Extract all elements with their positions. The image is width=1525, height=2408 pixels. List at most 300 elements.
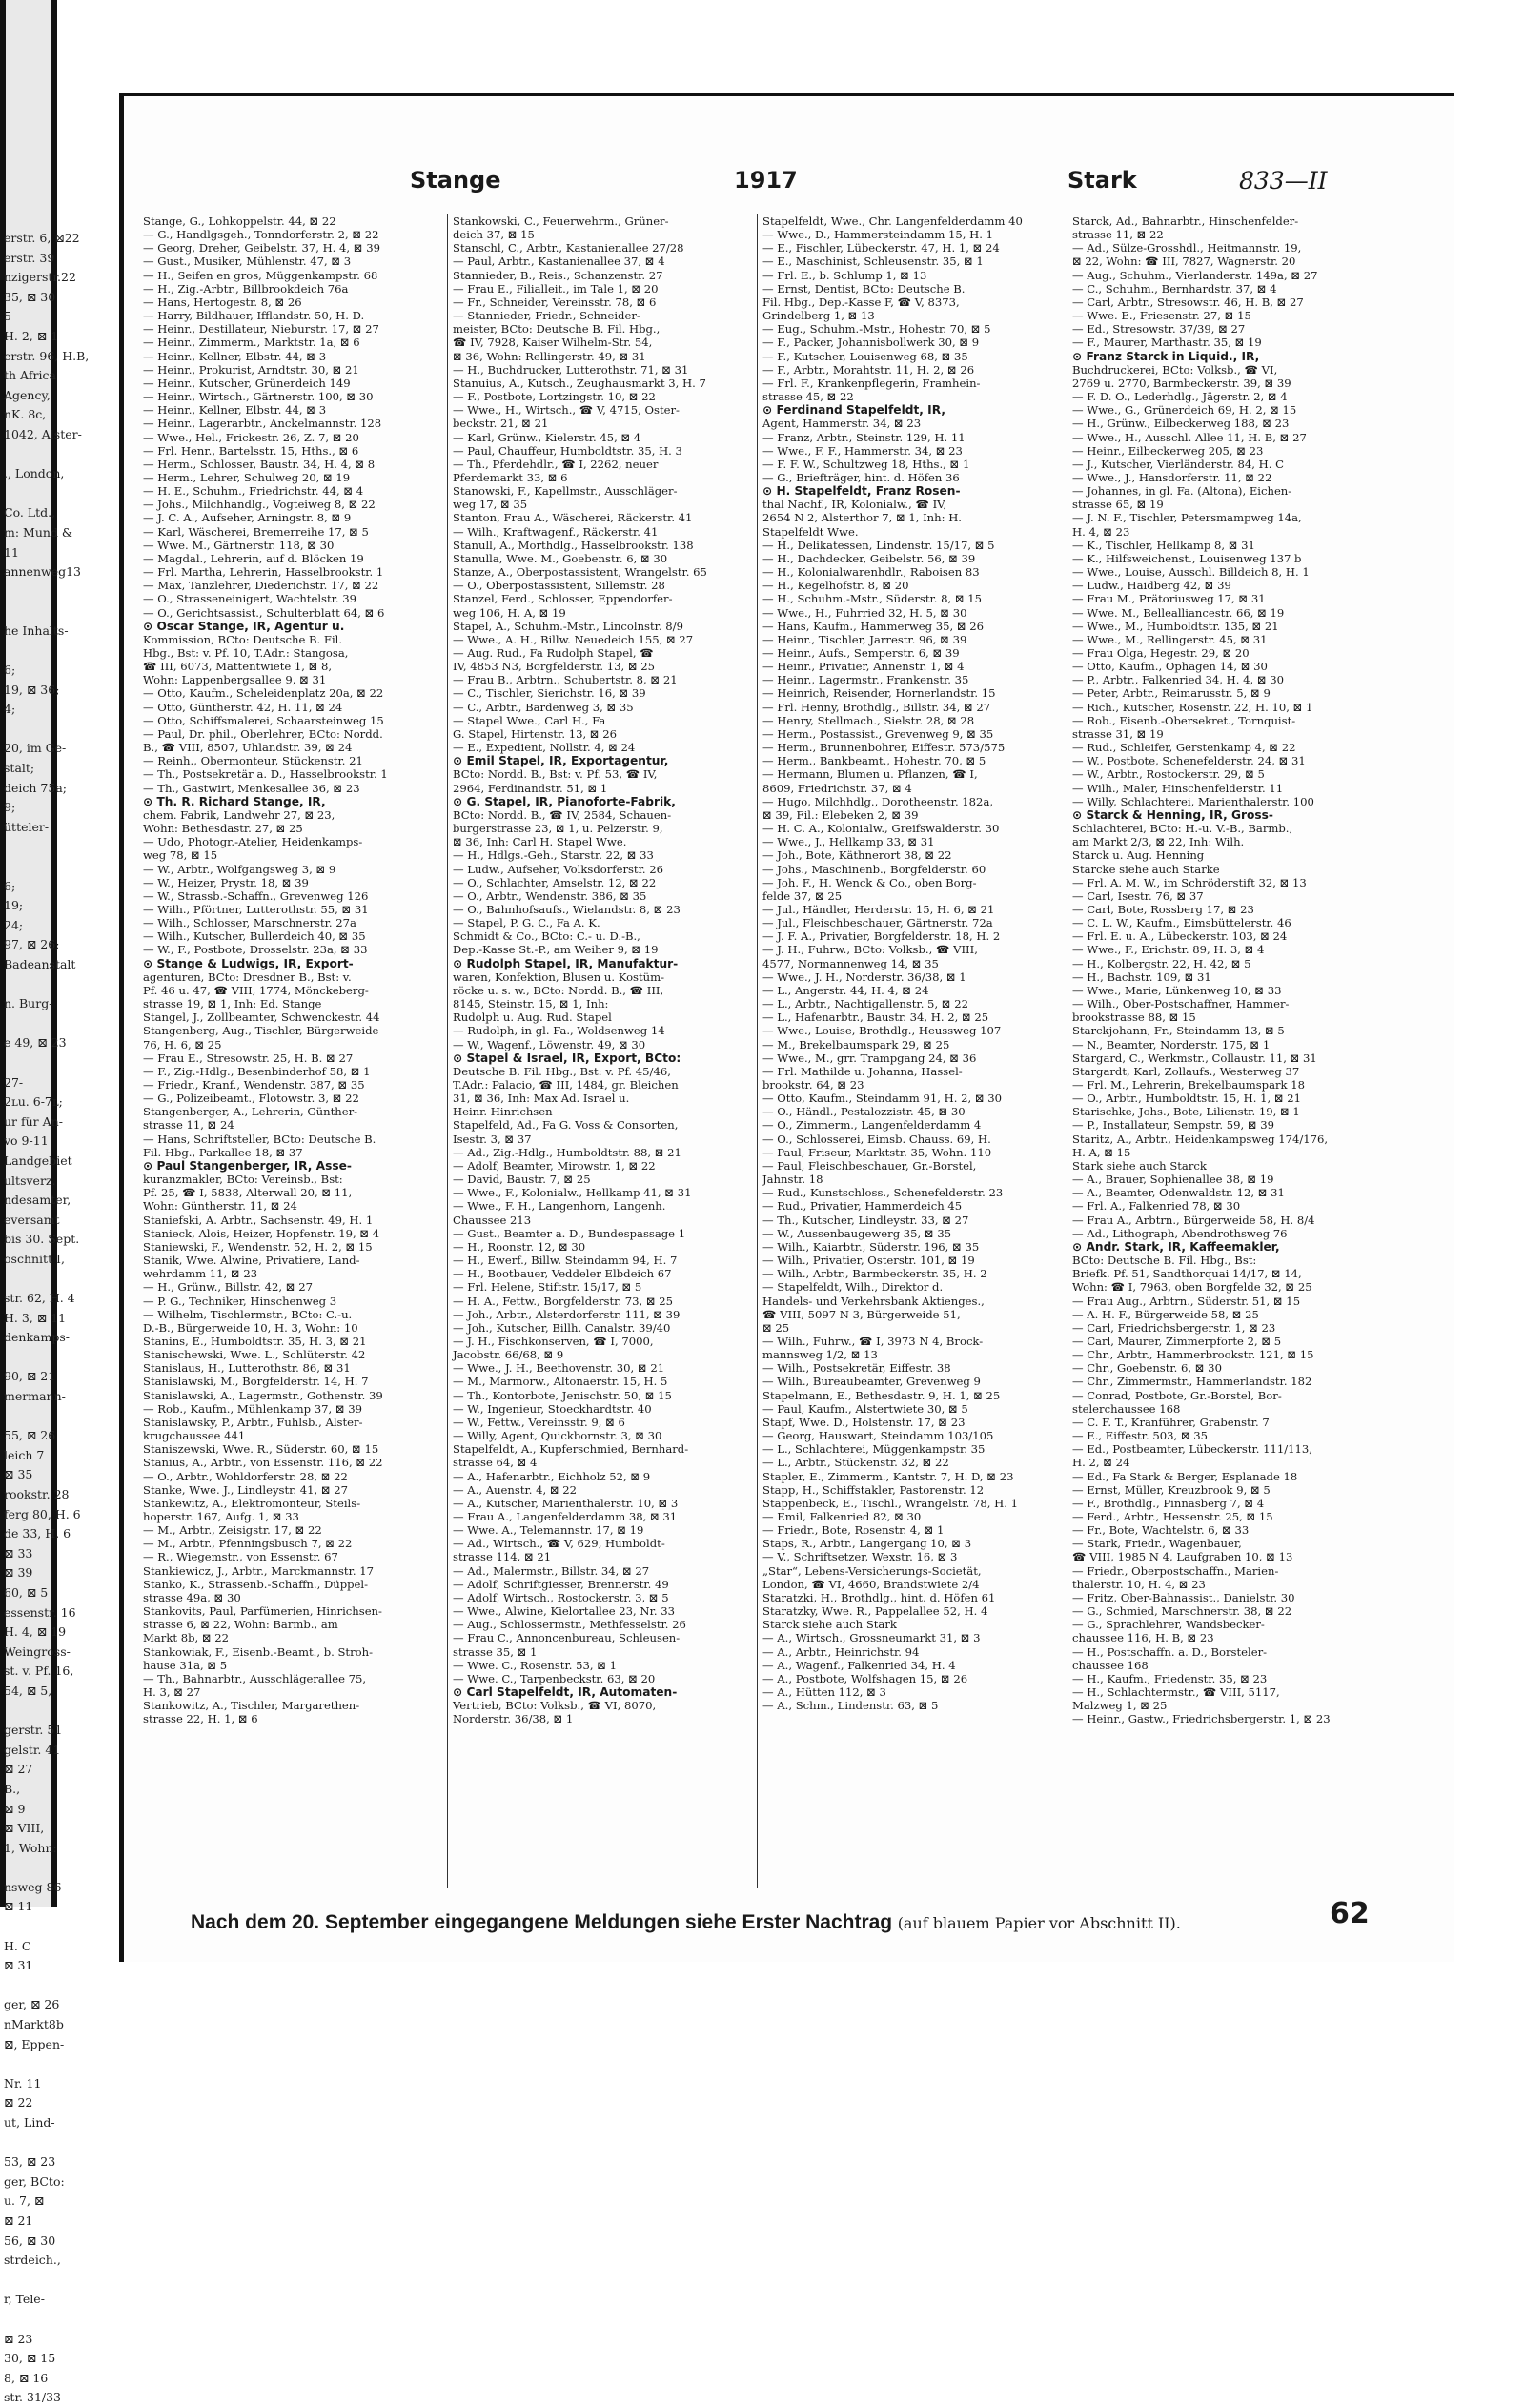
directory-entry: Stanzel, Ferd., Schlosser, Eppendorfer- xyxy=(453,592,673,606)
directory-entry: chaussee 116, H. B, ⊠ 23 xyxy=(1072,1631,1214,1645)
directory-entry: Isestr. 3, ⊠ 37 xyxy=(453,1132,532,1146)
directory-entry: — W., Aussenbaugewerg 35, ⊠ 35 xyxy=(762,1226,952,1240)
facing-page-line: 53, ⊠ 23 xyxy=(4,2154,56,2170)
facing-page-line: u. 7, ⊠ xyxy=(4,2194,45,2209)
directory-entry: Starck, Ad., Bahnarbtr., Hinschenfelder- xyxy=(1072,214,1299,228)
directory-entry: — A., Kutscher, Marienthalerstr. 10, ⊠ 3 xyxy=(453,1496,679,1510)
directory-entry: röcke u. s. w., BCto: Nordd. B., ☎ III, xyxy=(453,983,664,997)
facing-page-line: 8, ⊠ 16 xyxy=(4,2370,49,2385)
footer-bold-text: 20. September eingegangene Meldungen siehe Erster Nachtrag xyxy=(291,1911,893,1933)
directory-entry: — J. H., Fischkonserven, ☎ I, 7000, xyxy=(453,1334,654,1348)
directory-entry: H. 4, ⊠ 23 xyxy=(1072,524,1130,539)
directory-entry: mannsweg 1/2, ⊠ 13 xyxy=(762,1348,878,1362)
directory-entry: — A., Hafenarbtr., Eichholz 52, ⊠ 9 xyxy=(453,1469,651,1483)
directory-entry: — Ludw., Aufseher, Volksdorferstr. 26 xyxy=(453,862,663,876)
facing-page-line: essenstr. 16 xyxy=(4,1604,76,1620)
directory-entry: strasse 35, ⊠ 1 xyxy=(453,1644,538,1659)
facing-page-line: ⊠ 9 xyxy=(4,1801,26,1816)
directory-entry: — Wilh., Pförtner, Lutterothstr. 55, ⊠ 31 xyxy=(143,902,369,916)
facing-page-line: denkamps- xyxy=(4,1330,70,1345)
header-last-name: Stark xyxy=(1068,167,1137,194)
directory-entry: Stanulla, Wwe. M., Goebenstr. 6, ⊠ 30 xyxy=(453,551,668,565)
directory-entry: — E., Expedient, Nollstr. 4, ⊠ 24 xyxy=(453,741,636,755)
directory-entry: — Rob., Kaufm., Mühlenkamp 37, ⊠ 39 xyxy=(143,1401,363,1416)
directory-entry: — Heinr., Eilbeckerweg 205, ⊠ 23 xyxy=(1072,443,1264,458)
directory-entry: — K., Hilfsweichenst., Louisenweg 137 b xyxy=(1072,551,1302,565)
directory-entry: — Udo, Photogr.-Atelier, Heidenkamps- xyxy=(143,835,363,849)
directory-entry: Markt 8b, ⊠ 22 xyxy=(143,1631,230,1645)
directory-entry: — Adolf, Wirtsch., Rostockerstr. 3, ⊠ 5 xyxy=(453,1590,669,1604)
directory-entry: — Frl. A., Falkenried 78, ⊠ 30 xyxy=(1072,1199,1241,1214)
directory-entry: — Paul, Friseur, Marktstr. 35, Wohn. 110 xyxy=(762,1145,992,1159)
directory-entry: — Otto, Kaufm., Steindamm 91, H. 2, ⊠ 30 xyxy=(762,1092,1002,1106)
directory-entry: — Wilh., Kaiarbtr., Süderstr. 196, ⊠ 35 xyxy=(762,1239,980,1254)
facing-page-line: annenweg13 xyxy=(4,564,82,580)
directory-entry: ⊙ Rudolph Stapel, IR, Manufaktur- xyxy=(453,956,679,970)
directory-entry: — Herm., Brunnenbohrer, Eiffestr. 573/575 xyxy=(762,741,1006,755)
directory-entry: — Frau A., Arbtrn., Bürgerweide 58, H. 8/4 xyxy=(1072,1213,1315,1227)
directory-entry: — A., Beamter, Odenwaldstr. 12, ⊠ 31 xyxy=(1072,1186,1285,1200)
directory-entry: — Paul, Fleischbeschauer, Gr.-Borstel, xyxy=(762,1158,977,1173)
directory-entry: — Karl, Grünw., Kielerstr. 45, ⊠ 4 xyxy=(453,430,641,444)
directory-entry: — Wwe., Louise, Ausschl. Billdeich 8, H. 1 xyxy=(1072,565,1310,580)
directory-entry: — W., Postbote, Schenefelderstr. 24, ⊠ 31 xyxy=(1072,754,1306,768)
directory-column-3 xyxy=(762,214,1066,1888)
directory-entry: — Reinh., Obermonteur, Stückenstr. 21 xyxy=(143,754,363,768)
directory-entry: — Frl. F., Krankenpflegerin, Framhein- xyxy=(762,376,981,390)
directory-entry: — Friedr., Bote, Rosenstr. 4, ⊠ 1 xyxy=(762,1523,945,1538)
directory-entry: — F., Maurer, Marthastr. 35, ⊠ 19 xyxy=(1072,336,1262,350)
directory-entry: Stanke, Wwe. J., Lindleystr. 41, ⊠ 27 xyxy=(143,1482,349,1497)
directory-entry: — H., Schuhm.-Mstr., Süderstr. 8, ⊠ 15 xyxy=(762,592,983,606)
facing-page-line: ndesamter, xyxy=(4,1193,71,1208)
directory-entry: — O., Bahnhofsaufs., Wielandstr. 8, ⊠ 23 xyxy=(453,902,681,916)
directory-entry: — Wwe., D., Hammersteindamm 15, H. 1 xyxy=(762,228,994,242)
directory-entry: — Ed., Fa Stark & Berger, Esplanade 18 xyxy=(1072,1469,1298,1483)
facing-page-line: 56, ⊠ 30 xyxy=(4,2233,56,2248)
directory-entry: — Friedr., Kranf., Wendenstr. 387, ⊠ 35 xyxy=(143,1078,365,1092)
directory-entry: ⊠ 25 xyxy=(762,1320,790,1335)
directory-entry: — Conrad, Postbote, Gr.-Borstel, Bor- xyxy=(1072,1388,1282,1402)
directory-entry: — G., Schmied, Marschnerstr. 38, ⊠ 22 xyxy=(1072,1604,1292,1619)
directory-entry: — Heinr., Lagermstr., Frankenstr. 35 xyxy=(762,673,969,687)
directory-entry: Stapelfeldt Wwe. xyxy=(762,524,859,539)
facing-page-line: oschnitt I, xyxy=(4,1251,65,1266)
directory-entry: — Rudolph, in gl. Fa., Woldsenweg 14 xyxy=(453,1024,665,1038)
facing-page-line: H. 4, ⊠ 19 xyxy=(4,1624,67,1640)
directory-entry: Stapelfeld, Ad., Fa G. Voss & Consorten, xyxy=(453,1118,679,1133)
directory-entry: — Frau E., Filialleit., im Tale 1, ⊠ 20 xyxy=(453,281,659,296)
directory-entry: Stanieck, Alois, Heizer, Hopfenstr. 19, ⊠ 4 xyxy=(143,1226,380,1240)
directory-entry: Vertrieb, BCto: Volksb., ☎ VI, 8070, xyxy=(453,1699,657,1713)
directory-entry: — Otto, Schiffsmalerei, Schaarsteinweg 15 xyxy=(143,713,384,727)
directory-entry: — M., Brekelbaumspark 29, ⊠ 25 xyxy=(762,1037,950,1051)
directory-entry: strasse 49a, ⊠ 30 xyxy=(143,1590,241,1604)
facing-page-line: B., xyxy=(4,1781,21,1796)
directory-entry: — Th., Kontorbote, Jenischstr. 50, ⊠ 15 xyxy=(453,1388,672,1402)
facing-page-line: ur für An- xyxy=(4,1113,63,1129)
directory-entry: Pferdemarkt 33, ⊠ 6 xyxy=(453,470,568,484)
facing-page-line: he Inhalts- xyxy=(4,622,69,638)
directory-entry: — W., Arbtr., Rostockerstr. 29, ⊠ 5 xyxy=(1072,767,1265,782)
facing-page-line: 9; xyxy=(4,800,16,815)
directory-entry: — Th., Bahnarbtr., Ausschlägerallee 75, xyxy=(143,1671,367,1685)
directory-entry: — O., Zimmerm., Langenfelderdamm 4 xyxy=(762,1118,982,1133)
directory-entry: — Herm., Bankbeamt., Hohestr. 70, ⊠ 5 xyxy=(762,754,986,768)
facing-page-line: ütteler- xyxy=(4,819,50,834)
facing-page-line: de 33, H. 6 xyxy=(4,1526,71,1541)
directory-entry: — O., Schlachter, Amselstr. 12, ⊠ 22 xyxy=(453,875,657,889)
directory-entry: Schlachterei, BCto: H.-u. V.-B., Barmb., xyxy=(1072,822,1293,836)
directory-entry: — Chr., Zimmermstr., Hammerlandstr. 182 xyxy=(1072,1375,1312,1389)
directory-entry: ⊠ 36, Wohn: Rellingerstr. 49, ⊠ 31 xyxy=(453,349,646,363)
directory-entry: beckstr. 21, ⊠ 21 xyxy=(453,417,549,431)
directory-entry: — Wilh., Schlosser, Marschnerstr. 27a xyxy=(143,916,356,930)
facing-page-line: 5 xyxy=(4,309,11,324)
facing-page-line: 27- xyxy=(4,1074,24,1090)
directory-entry: — Hans, Hertogestr. 8, ⊠ 26 xyxy=(143,295,302,309)
directory-entry: — Ferd., Arbtr., Hessenstr. 25, ⊠ 15 xyxy=(1072,1510,1273,1523)
directory-entry: — Rud., Kunstschloss., Schenefelderstr. 23 xyxy=(762,1186,1004,1200)
directory-entry: — Wilh., Postsekretär, Eiffestr. 38 xyxy=(762,1361,951,1376)
directory-entry: — M., Arbtr., Pfenningsbusch 7, ⊠ 22 xyxy=(143,1537,353,1551)
directory-entry: — G., Polizeibeamt., Flotowstr. 3, ⊠ 22 xyxy=(143,1092,359,1106)
directory-entry: — F., Packer, Johannisbollwerk 30, ⊠ 9 xyxy=(762,336,980,350)
directory-entry: Malzweg 1, ⊠ 25 xyxy=(1072,1699,1168,1713)
directory-entry: Grindelberg 1, ⊠ 13 xyxy=(762,309,875,323)
directory-entry: — Karl, Wäscherei, Bremerreihe 17, ⊠ 5 xyxy=(143,524,369,539)
directory-entry: Stanull, A., Morthdlg., Hasselbrookstr. 138 xyxy=(453,538,694,552)
directory-entry: — Frau Olga, Hegestr. 29, ⊠ 20 xyxy=(1072,646,1250,660)
directory-entry: — O., Händl., Pestalozzistr. 45, ⊠ 30 xyxy=(762,1105,966,1119)
directory-entry: — A., Postbote, Wolfshagen 15, ⊠ 26 xyxy=(762,1671,968,1685)
directory-entry: Hbg., Bst: v. Pf. 10, T.Adr.: Stangosa, xyxy=(143,646,349,660)
directory-entry: Stankovits, Paul, Parfümerien, Hinrichsen- xyxy=(143,1604,382,1619)
facing-page-line: ⊠ 33 xyxy=(4,1545,33,1561)
directory-entry: hause 31a, ⊠ 5 xyxy=(143,1658,228,1672)
directory-entry: — H., Zig.-Arbtr., Billbrookdeich 76a xyxy=(143,281,349,296)
directory-entry: — Heinr., Kutscher, Grünerdeich 149 xyxy=(143,376,351,390)
header-first-name: Stange xyxy=(410,167,501,194)
directory-entry: Stanislawski, M., Borgfelderstr. 14, H. 7 xyxy=(143,1375,369,1389)
directory-entry: — Frl. Mathilde u. Johanna, Hassel- xyxy=(762,1064,963,1078)
directory-entry: ⊠ 22, Wohn: ☎ III, 7827, Wagnerstr. 20 xyxy=(1072,255,1296,269)
directory-entry: — Herm., Schlosser, Baustr. 34, H. 4, ⊠ 8 xyxy=(143,457,376,471)
facing-page-line: bis 30. Sept. xyxy=(4,1232,80,1247)
directory-entry: — W., Ingenieur, Stoeckhardtstr. 40 xyxy=(453,1401,652,1416)
directory-entry: — R., Wiegemstr., von Essenstr. 67 xyxy=(143,1550,338,1564)
directory-entry: H. 3, ⊠ 27 xyxy=(143,1685,201,1700)
directory-entry: — H., Kolonialwarenhdlr., Raboisen 83 xyxy=(762,565,980,580)
directory-entry: — Aug., Schlossermstr., Methfesselstr. 26 xyxy=(453,1618,686,1632)
directory-entry: — Rich., Kutscher, Rosenstr. 22, H. 10, ⊠ 1 xyxy=(1072,700,1313,714)
directory-entry: Stanko, K., Strassenb.-Schaffn., Düppel- xyxy=(143,1577,369,1591)
directory-entry: — L., Hafenarbtr., Baustr. 34, H. 2, ⊠ 25 xyxy=(762,1010,989,1025)
directory-entry: — Ed., Stresowstr. 37/39, ⊠ 27 xyxy=(1072,322,1246,337)
directory-entry: — J. C. A., Aufseher, Arningstr. 8, ⊠ 9 xyxy=(143,511,352,525)
directory-entry: Stanowski, F., Kapellmstr., Ausschläger- xyxy=(453,484,678,499)
directory-entry: — C., Arbtr., Bardenweg 3, ⊠ 35 xyxy=(453,700,634,714)
directory-entry: — C., Tischler, Sierichstr. 16, ⊠ 39 xyxy=(453,686,646,701)
directory-entry: — L., Arbtr., Nachtigallenstr. 5, ⊠ 22 xyxy=(762,997,968,1011)
directory-entry: — O., Strasseneinigert, Wachtelstr. 39 xyxy=(143,592,357,606)
directory-entry: — Ernst, Dentist, BCto: Deutsche B. xyxy=(762,281,966,296)
page-header xyxy=(410,167,1363,201)
directory-entry: ⊙ Paul Stangenberger, IR, Asse- xyxy=(143,1158,352,1173)
facing-page-line: 24; xyxy=(4,917,24,932)
directory-entry: — A., Wagenf., Falkenried 34, H. 4 xyxy=(762,1658,956,1672)
directory-entry: — Paul, Chauffeur, Humboldtstr. 35, H. 3 xyxy=(453,443,682,458)
directory-entry: — Magdal., Lehrerin, auf d. Blöcken 19 xyxy=(143,551,364,565)
directory-entry: ☎ VIII, 5097 N 3, Bürgerweide 51, xyxy=(762,1307,961,1321)
directory-entry: BCto: Nordd. B., ☎ IV, 2584, Schauen- xyxy=(453,807,672,822)
directory-entry: — Ad., Wirtsch., ☎ V, 629, Humboldt- xyxy=(453,1537,665,1551)
directory-entry: — V., Schriftsetzer, Wexstr. 16, ⊠ 3 xyxy=(762,1550,958,1564)
directory-entry: — F., Zig.-Hdlg., Besenbinderhof 58, ⊠ 1 xyxy=(143,1064,371,1078)
directory-entry: — Wwe. M., Bellealliancestr. 66, ⊠ 19 xyxy=(1072,605,1285,620)
directory-entry: — W., Heizer, Prystr. 18, ⊠ 39 xyxy=(143,875,309,889)
facing-page-line: 19; xyxy=(4,898,24,913)
directory-entry: — H., Postschaffn. a. D., Borsteler- xyxy=(1072,1644,1268,1659)
facing-page-line: vo 9-11 xyxy=(4,1133,49,1149)
facing-page-line: Agency, xyxy=(4,387,51,402)
directory-entry: — Fritz, Ober-Bahnassist., Danielstr. 30 xyxy=(1072,1590,1295,1604)
directory-entry: Stapelfeldt, A., Kupferschmied, Bernhard- xyxy=(453,1442,689,1457)
directory-entry: Starck siehe auch Stark xyxy=(762,1618,897,1632)
directory-entry: — Wwe. A., Telemannstr. 17, ⊠ 19 xyxy=(453,1523,644,1538)
directory-entry: chem. Fabrik, Landwehr 27, ⊠ 23, xyxy=(143,807,336,822)
directory-entry: — Willy, Agent, Quickbornstr. 3, ⊠ 30 xyxy=(453,1429,662,1443)
facing-page-line: 19, ⊠ 36; xyxy=(4,682,60,697)
directory-column-4 xyxy=(1072,214,1331,1888)
directory-entry: Staniewski, F., Wendenstr. 52, H. 2, ⊠ 15 xyxy=(143,1239,373,1254)
directory-entry: strasse 65, ⊠ 19 xyxy=(1072,498,1164,512)
directory-entry: — H. C. A., Kolonialw., Greifswalderstr. 30 xyxy=(762,822,1000,836)
facing-page-line: Nr. 11 xyxy=(4,2075,42,2091)
directory-entry: weg 17, ⊠ 35 xyxy=(453,498,528,512)
facing-page-line: eversamt xyxy=(4,1212,60,1227)
directory-entry: — Ad., Lithograph, Abendrothsweg 76 xyxy=(1072,1226,1288,1240)
directory-entry: IV, 4853 N3, Borgfelderstr. 13, ⊠ 25 xyxy=(453,660,656,674)
directory-entry: Stankowski, C., Feuerwehrm., Grüner- xyxy=(453,214,669,228)
directory-entry: — Heinr., Lagerarbtr., Anckelmannstr. 128 xyxy=(143,417,382,431)
directory-entry: Staniefski, A. Arbtr., Sachsenstr. 49, H. 1 xyxy=(143,1213,374,1227)
directory-entry: Stanuius, A., Kutsch., Zeughausmarkt 3, H. 7 xyxy=(453,376,706,390)
directory-entry: „Star“, Lebens-Versicherungs-Societät, xyxy=(762,1563,982,1578)
directory-entry: Kommission, BCto: Deutsche B. Fil. xyxy=(143,632,343,646)
directory-entry: — Herm., Postassist., Grevenweg 9, ⊠ 35 xyxy=(762,726,994,741)
directory-entry: — Aug., Schuhm., Vierlanderstr. 149a, ⊠ 27 xyxy=(1072,268,1318,282)
directory-entry: Briefk. Pf. 51, Sandthorquai 14/17, ⊠ 14, xyxy=(1072,1267,1302,1281)
directory-entry: Jacobstr. 66/68, ⊠ 9 xyxy=(453,1348,564,1362)
directory-entry: — Frl. E., b. Schlump 1, ⊠ 13 xyxy=(762,268,927,282)
directory-entry: — Wwe., Louise, Brothdlg., Heussweg 107 xyxy=(762,1024,1002,1038)
directory-entry: Staniszewski, Wwe. R., Süderstr. 60, ⊠ 15 xyxy=(143,1442,379,1457)
directory-entry: — H. A., Fettw., Borgfelderstr. 73, ⊠ 25 xyxy=(453,1294,674,1308)
directory-entry: — Wwe., F. F., Hammerstr. 34, ⊠ 23 xyxy=(762,443,963,458)
directory-entry: — Rud., Privatier, Hammerdeich 45 xyxy=(762,1199,963,1214)
directory-entry: Starck u. Aug. Henning xyxy=(1072,848,1205,863)
directory-entry: stelerchaussee 168 xyxy=(1072,1401,1181,1416)
directory-entry: ⊙ Stapel & Israel, IR, Export, BCto: xyxy=(453,1051,681,1065)
directory-entry: BCto: Deutsche B. Fil. Hbg., Bst: xyxy=(1072,1254,1257,1268)
directory-column-2 xyxy=(453,214,756,1888)
facing-page-line: 6; xyxy=(4,878,16,893)
directory-entry: — Heinr., Destillateur, Nieburstr. 17, ⊠ 27 xyxy=(143,322,379,337)
directory-entry: — Carl, Isestr. 76, ⊠ 37 xyxy=(1072,888,1204,903)
directory-entry: Stankiewicz, J., Arbtr., Marckmannstr. 17 xyxy=(143,1563,374,1578)
facing-page-line: ⊠ 35 xyxy=(4,1467,33,1482)
facing-page-line xyxy=(4,1269,78,1289)
facing-page-line: 35, ⊠ 30 xyxy=(4,289,56,304)
directory-entry: — Wwe., H., Fuhrried 32, H. 5, ⊠ 30 xyxy=(762,605,967,620)
directory-entry: — Heinr., Tischler, Jarrestr. 96, ⊠ 39 xyxy=(762,632,967,646)
directory-entry: — Ad., Zig.-Hdlg., Humboldtstr. 88, ⊠ 21 xyxy=(453,1145,681,1159)
directory-entry: strasse 31, ⊠ 19 xyxy=(1072,726,1164,741)
facing-page-line xyxy=(4,582,78,602)
directory-entry: Stannieder, B., Reis., Schanzenstr. 27 xyxy=(453,268,663,282)
directory-entry: — Chr., Arbtr., Hammerbrookstr. 121, ⊠ 15 xyxy=(1072,1348,1314,1362)
directory-entry: strasse 6, ⊠ 22, Wohn: Barmb., am xyxy=(143,1618,338,1632)
facing-page-line: stalt; xyxy=(4,761,35,776)
directory-entry: weg 106, H. A, ⊠ 19 xyxy=(453,605,566,620)
directory-entry: Wohn: Bethesdastr. 27, ⊠ 25 xyxy=(143,822,303,836)
directory-entry: — Ed., Postbeamter, Lübeckerstr. 111/113, xyxy=(1072,1442,1312,1457)
directory-entry: — Th., Gastwirt, Menkesallee 36, ⊠ 23 xyxy=(143,781,360,795)
directory-entry: — C., Schuhm., Bernhardstr. 37, ⊠ 4 xyxy=(1072,281,1277,296)
directory-entry: — Harry, Bildhauer, Ifflandstr. 50, H. D. xyxy=(143,309,365,323)
directory-entry: — Frau B., Arbtrn., Schubertstr. 8, ⊠ 21 xyxy=(453,673,678,687)
directory-entry: — J. F. A., Privatier, Borgfelderstr. 18, H. 2 xyxy=(762,929,1001,944)
facing-page-line: ⊠, Eppen- xyxy=(4,2036,65,2051)
directory-entry: — Rob., Eisenb.-Obersekret., Tornquist- xyxy=(1072,713,1296,727)
directory-entry: Stanislaus, H., Lutterothstr. 86, ⊠ 31 xyxy=(143,1361,351,1376)
directory-entry: Stangenberg, Aug., Tischler, Bürgerweide xyxy=(143,1024,379,1038)
directory-entry: G. Stapel, Hirtenstr. 13, ⊠ 26 xyxy=(453,726,617,741)
directory-entry: H. 2, ⊠ 24 xyxy=(1072,1456,1130,1470)
directory-entry: — Stapel Wwe., Carl H., Fa xyxy=(453,713,606,727)
directory-entry: — Otto, Kaufm., Ophagen 14, ⊠ 30 xyxy=(1072,660,1268,674)
directory-entry: thalerstr. 10, H. 4, ⊠ 23 xyxy=(1072,1577,1206,1591)
directory-entry: — Franz, Arbtr., Steinstr. 129, H. 11 xyxy=(762,430,966,444)
directory-entry: — H., Kaufm., Friedenstr. 35, ⊠ 23 xyxy=(1072,1671,1268,1685)
facing-page-line: leich 7 xyxy=(4,1447,45,1462)
directory-entry: — H., Bachstr. 109, ⊠ 31 xyxy=(1072,969,1211,984)
directory-entry: — Heinrich, Reisender, Hornerlandstr. 15 xyxy=(762,686,996,701)
directory-entry: — Ludw., Haidberg 42, ⊠ 39 xyxy=(1072,579,1231,593)
directory-entry: — E., Fischler, Lübeckerstr. 47, H. 1, ⊠ 24 xyxy=(762,241,1000,255)
facing-page-line: 4; xyxy=(4,702,16,717)
directory-entry: — J., Kutscher, Vierländerstr. 84, H. C xyxy=(1072,457,1284,471)
directory-entry: — W., F., Postbote, Drosselstr. 23a, ⊠ 33 xyxy=(143,943,368,957)
directory-entry: Pf. 25, ☎ I, 5838, Alterwall 20, ⊠ 11, xyxy=(143,1186,353,1200)
facing-page-line: str. 62, H. 4 xyxy=(4,1291,75,1306)
directory-entry: — Heinr., Zimmerm., Marktstr. 1a, ⊠ 6 xyxy=(143,336,360,350)
directory-entry: Stankowitz, A., Tischler, Margarethen- xyxy=(143,1699,360,1713)
directory-entry: — Joh., Kutscher, Billh. Canalstr. 39/40 xyxy=(453,1320,671,1335)
directory-entry: — Heinr., Gastw., Friedrichsbergerstr. 1, ⊠ 23 xyxy=(1072,1712,1331,1726)
directory-entry: — Joh., Bote, Käthnerort 38, ⊠ 22 xyxy=(762,848,952,863)
directory-entry: — W., Fettw., Vereinsstr. 9, ⊠ 6 xyxy=(453,1415,625,1429)
facing-page-line: 30, ⊠ 15 xyxy=(4,2351,56,2366)
facing-page-line: strdeich., xyxy=(4,2253,61,2268)
directory-entry: Fil. Hbg., Parkallee 18, ⊠ 37 xyxy=(143,1145,303,1159)
directory-entry: brookstrasse 88, ⊠ 15 xyxy=(1072,1010,1196,1025)
facing-page-line xyxy=(4,1917,78,1937)
directory-entry: Starischke, Johs., Bote, Lilienstr. 19, ⊠ 1 xyxy=(1072,1105,1300,1119)
directory-entry: — A., Hütten 112, ⊠ 3 xyxy=(762,1685,886,1700)
facing-page-line: 60, ⊠ 5 xyxy=(4,1584,49,1600)
directory-entry: 2964, Ferdinandstr. 51, ⊠ 1 xyxy=(453,781,608,795)
directory-entry: — Wilh., Ober-Postschaffner, Hammer- xyxy=(1072,997,1290,1011)
directory-entry: — F., Brothdlg., Pinnasberg 7, ⊠ 4 xyxy=(1072,1496,1265,1510)
directory-entry: — Wwe., Marie, Lünkenweg 10, ⊠ 33 xyxy=(1072,983,1282,997)
directory-entry: — Paul, Arbtr., Kastanienallee 37, ⊠ 4 xyxy=(453,255,665,269)
directory-entry: — O., Arbtr., Wendenstr. 386, ⊠ 35 xyxy=(453,888,647,903)
directory-entry: BCto: Nordd. B., Bst: v. Pf. 53, ☎ IV, xyxy=(453,767,658,782)
directory-entry: — Wwe., J. H., Norderstr. 36/38, ⊠ 1 xyxy=(762,969,966,984)
directory-entry: — Peter, Arbtr., Reimarusstr. 5, ⊠ 9 xyxy=(1072,686,1271,701)
facing-page-line: gerstr. 51 xyxy=(4,1723,63,1738)
directory-entry: — G., Briefträger, hint. d. Höfen 36 xyxy=(762,470,960,484)
facing-page-line: ut, Lind- xyxy=(4,2115,55,2130)
directory-entry: — A., Arbtr., Heinrichstr. 94 xyxy=(762,1644,920,1659)
directory-entry: — Emil, Falkenried 82, ⊠ 30 xyxy=(762,1510,922,1523)
directory-entry: — Wwe., M., Rellingerstr. 45, ⊠ 31 xyxy=(1072,632,1268,646)
directory-entry: — Wwe. C., Rosenstr. 53, ⊠ 1 xyxy=(453,1658,617,1672)
directory-entry: — Aug. Rud., Fa Rudolph Stapel, ☎ xyxy=(453,646,654,660)
directory-entry: — P., Installateur, Sempstr. 59, ⊠ 39 xyxy=(1072,1118,1275,1133)
directory-entry: — L., Arbtr., Stückenstr. 32, ⊠ 22 xyxy=(762,1456,949,1470)
directory-entry: agenturen, BCto: Dresdner B., Bst: v. xyxy=(143,969,352,984)
directory-entry: Agent, Hammerstr. 34, ⊠ 23 xyxy=(762,417,922,431)
directory-entry: — Wwe., A. H., Billw. Neuedeich 155, ⊠ 27 xyxy=(453,632,694,646)
facing-page-line: H. C xyxy=(4,1938,31,1953)
directory-entry: — Th., Pferdehdlr., ☎ I, 2262, neuer xyxy=(453,457,659,471)
directory-entry: — Carl, Maurer, Zimmerpforte 2, ⊠ 5 xyxy=(1072,1334,1282,1348)
directory-entry: Buchdruckerei, BCto: Volksb., ☎ VI, xyxy=(1072,362,1278,377)
directory-entry: ⊙ Th. R. Richard Stange, IR, xyxy=(143,794,326,808)
facing-page-line: 97, ⊠ 26; xyxy=(4,937,60,952)
directory-entry: — H., Seifen en gros, Müggenkampstr. 68 xyxy=(143,268,378,282)
directory-entry: Stanislawsky, P., Arbtr., Fuhlsb., Alster- xyxy=(143,1415,363,1429)
directory-entry: — Th., Kutscher, Lindleystr. 33, ⊠ 27 xyxy=(762,1213,969,1227)
directory-entry: Stangenberger, A., Lehrerin, Günther- xyxy=(143,1105,358,1119)
directory-entry: — Wwe. E., Friesenstr. 27, ⊠ 15 xyxy=(1072,309,1251,323)
directory-entry: — O., Arbtr., Wohldorferstr. 28, ⊠ 22 xyxy=(143,1469,348,1483)
directory-entry: 76, H. 6, ⊠ 25 xyxy=(143,1037,222,1051)
directory-entry: strasse 22, H. 1, ⊠ 6 xyxy=(143,1712,258,1726)
directory-entry: Stanik, Wwe. Alwine, Privatiere, Land- xyxy=(143,1254,360,1268)
directory-entry: — W., Wagenf., Löwenstr. 49, ⊠ 30 xyxy=(453,1037,646,1051)
directory-entry: — Heinr., Prokurist, Arndtstr. 30, ⊠ 21 xyxy=(143,362,359,377)
directory-entry: — Wwe., F., Erichstr. 89, H. 3, ⊠ 4 xyxy=(1072,943,1265,957)
directory-entry: Staps, R., Arbtr., Langergang 10, ⊠ 3 xyxy=(762,1537,972,1551)
directory-entry: — Johannes, in gl. Fa. (Altona), Eichen- xyxy=(1072,484,1292,499)
directory-entry: — H., Delikatessen, Lindenstr. 15/17, ⊠ 5 xyxy=(762,538,995,552)
facing-page-line: 90, ⊠ 21 xyxy=(4,1369,56,1384)
directory-entry: — O., Gerichtsassist., Schulterblatt 64, ⊠ 6 xyxy=(143,605,385,620)
directory-entry: Stanton, Frau A., Wäscherei, Räckerstr. 41 xyxy=(453,511,693,525)
facing-page-line: ultsverz. xyxy=(4,1173,56,1188)
facing-page-line: ferg 80, H. 6 xyxy=(4,1506,81,1521)
directory-entry: — Wilh., Kraftwagenf., Räckerstr. 41 xyxy=(453,524,659,539)
facing-page-line: gelstr. 41 xyxy=(4,1742,61,1757)
facing-page-line: ⊠ VIII, xyxy=(4,1821,45,1836)
directory-entry: Stapf, Wwe. D., Holstenstr. 17, ⊠ 23 xyxy=(762,1415,966,1429)
directory-column-1 xyxy=(143,214,446,1888)
directory-entry: — Jul., Händler, Herderstr. 15, H. 6, ⊠ 21 xyxy=(762,902,995,916)
